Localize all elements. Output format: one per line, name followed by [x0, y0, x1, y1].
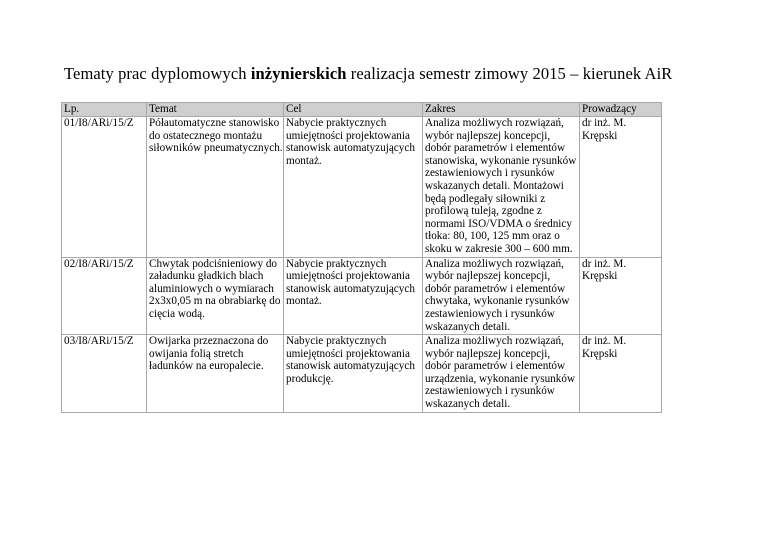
table-row: [62, 117, 662, 258]
header-lp: Lp.: [62, 103, 147, 117]
cell-lp: 01/I8/ARi/15/Z: [62, 117, 147, 258]
page-title: [64, 64, 672, 84]
table-row: [62, 257, 662, 335]
header-temat: Temat: [147, 103, 284, 117]
cell-zakres: Analiza możliwych rozwiązań, wybór najlepszej koncepcji, dobór parametrów i elementów chwytaka, wykonanie rysunków zestawieniowych i rysunków wskazanych detali.: [423, 257, 580, 335]
table-row: [62, 335, 662, 413]
header-zakres: Zakres: [423, 103, 580, 117]
cell-prowadzacy: dr inż. M. Krępski: [580, 335, 662, 413]
cell-cel: Nabycie praktycznych umiejętności projektowania stanowisk automatyzujących montaż.: [284, 117, 423, 258]
cell-lp: 02/I8/ARi/15/Z: [62, 257, 147, 335]
header-cel: Cel: [284, 103, 423, 117]
cell-temat: Chwytak podciśnieniowy do załadunku gładkich blach aluminiowych o wymiarach 2x3x0,05 m na obrabiarkę do cięcia wodą.: [147, 257, 284, 335]
title-suffix: realizacja semestr zimowy 2015 – kierunek AiR: [346, 64, 673, 83]
cell-zakres: Analiza możliwych rozwiązań, wybór najlepszej koncepcji, dobór parametrów i elementów stanowiska, wykonanie rysunków zestawieniowych i rysunków wskazanych detali. Montażowi będą podlegały siłowniki z profilową tuleją, zgodne z normami ISO/VDMA o średnicy tłoka: 80, 100, 125 mm oraz o skoku w zakresie 300 – 600 mm.: [423, 117, 580, 258]
cell-cel: Nabycie praktycznych umiejętności projektowania stanowisk automatyzujących montaż.: [284, 257, 423, 335]
title-prefix: Tematy prac dyplomowych: [64, 64, 251, 83]
cell-zakres: Analiza możliwych rozwiązań, wybór najlepszej koncepcji, dobór parametrów i elementów urządzenia, wykonanie rysunków zestawieniowych i rysunków wskazanych detali.: [423, 335, 580, 413]
header-prowadzacy: Prowadzący: [580, 103, 662, 117]
table-header-row: [62, 103, 662, 117]
cell-temat: Półautomatyczne stanowisko do ostatecznego montażu siłowników pneumatycznych.: [147, 117, 284, 258]
topics-table: [61, 102, 662, 413]
cell-lp: 03/I8/ARi/15/Z: [62, 335, 147, 413]
cell-temat: Owijarka przeznaczona do owijania folią stretch ładunków na europalecie.: [147, 335, 284, 413]
cell-prowadzacy: dr inż. M. Krępski: [580, 257, 662, 335]
cell-prowadzacy: dr inż. M. Krępski: [580, 117, 662, 258]
title-bold: inżynierskich: [250, 64, 347, 83]
cell-cel: Nabycie praktycznych umiejętności projektowania stanowisk automatyzujących produkcję.: [284, 335, 423, 413]
